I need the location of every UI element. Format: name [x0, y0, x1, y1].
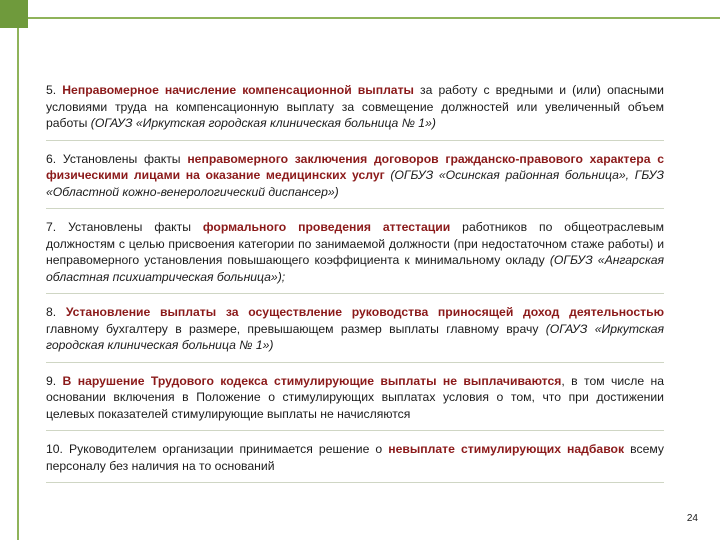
- body-text: , в том числе на основании включения в Положение о стимулирующих выплатах условия о том, что при достижении целевых показателей стимулирующие выплаты не начисляются: [46, 373, 664, 421]
- slide-content: [46, 82, 664, 493]
- highlighted-text: неправомерного заключения договоров гражданско-правового характера с физическими лицами на оказание медицинских услуг: [46, 151, 664, 182]
- organization-reference: (ОГАУЗ «Иркутская городская клиническая больница № 1»): [46, 321, 664, 352]
- organization-reference: (ОГБУЗ «Осинская районная больница», ГБУЗ «Областной кожно-венерологический диспансер»): [46, 168, 664, 199]
- body-text: всему персоналу без наличия на то оснований: [46, 442, 664, 473]
- paragraph-p10: [46, 441, 664, 477]
- body-text: 7. Установлены факты: [46, 220, 203, 234]
- highlighted-text: Установление выплаты за осуществление руководства приносящей доход деятельностью: [65, 305, 664, 319]
- paragraph-p7: [46, 219, 664, 288]
- body-text: работников по общеотраслевым должностям с целью присвоения категории по занимаемой должности (при недостаточном стаже работы) и неправомерного установления повышающего коэффициента к минимальному окладу: [46, 220, 664, 267]
- body-text: 9.: [46, 373, 63, 388]
- organization-reference: (ОГАУЗ «Иркутская городская клиническая больница № 1»): [90, 116, 436, 130]
- paragraph-p8: [46, 304, 664, 357]
- body-text: 10. Руководителем организации принимается решение о: [46, 442, 389, 456]
- paragraph-divider: [46, 362, 664, 363]
- corner-accent-square: [0, 0, 28, 28]
- paragraph-divider: [46, 140, 664, 141]
- highlighted-text: невыплате стимулирующих надбавок: [388, 442, 625, 456]
- body-text: 8.: [46, 305, 66, 319]
- paragraph-p5: [46, 82, 664, 135]
- highlighted-text: Неправомерное начисление компенсационной выплаты: [62, 83, 414, 97]
- body-text: за работу с вредными и (или) опасными условиями труда на компенсационную выплату за совмещение должностей или увеличенный объем работы: [46, 83, 664, 130]
- paragraph-divider: [46, 293, 664, 294]
- left-accent-line: [17, 28, 19, 540]
- paragraph-p9: [46, 373, 664, 426]
- body-text: 6. Установлены факты: [46, 151, 188, 166]
- paragraph-divider: [46, 482, 664, 483]
- highlighted-text: В нарушение Трудового кодекса стимулирующие выплаты не выплачиваются: [62, 373, 562, 388]
- paragraph-divider: [46, 430, 664, 431]
- page-number: 24: [686, 513, 698, 524]
- body-text: главному бухгалтеру в размере, превышающем размер выплаты главному врачу: [46, 321, 546, 336]
- top-accent-line: [28, 17, 720, 19]
- paragraph-divider: [46, 208, 664, 209]
- highlighted-text: формального проведения аттестации: [202, 220, 451, 234]
- paragraph-p6: [46, 151, 664, 204]
- body-text: 5.: [46, 83, 63, 97]
- organization-reference: (ОГБУЗ «Ангарская областная психиатрическая больница»);: [46, 253, 664, 284]
